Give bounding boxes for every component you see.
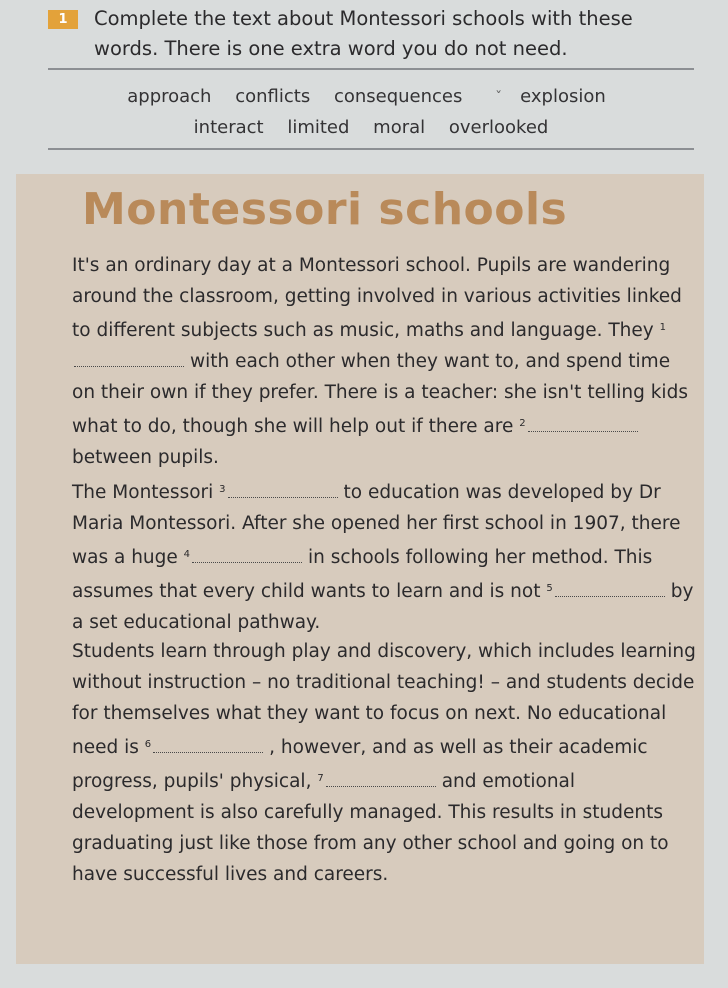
gap-number: 3 xyxy=(219,484,226,495)
article-panel xyxy=(16,174,704,964)
gap-1[interactable] xyxy=(74,365,184,367)
word-box xyxy=(48,82,694,143)
word-box-bottom-rule xyxy=(48,148,694,150)
gap-3[interactable] xyxy=(228,496,338,498)
gap-number: 6 xyxy=(144,739,152,750)
paragraph-1: It's an ordinary day at a Montessori school. Pupils are wandering around the classroom, getting involved in various activities linked to different subjects such as music, maths and language. They $^1$with each other when they want to, and spend time on their own if they prefer. There is a teacher: she isn't telling kids what to do, though she will help out if there are $^2$between pupils. xyxy=(72,255,688,468)
word-option: approach xyxy=(127,86,212,107)
tick-mark: ˇ xyxy=(495,90,503,106)
gap-6[interactable] xyxy=(153,751,263,753)
word-box-top-rule xyxy=(48,68,694,70)
paragraph-2: The Montessori $^3$ to education was developed by Dr Maria Montessori. After she opened her first school in 1907, there was a huge $^4$ in schools following her method. This assumes that every child wants to learn and is not $^5$ by a set educational pathway. xyxy=(72,482,694,633)
gap-number: 5 xyxy=(546,583,553,594)
article-title: Montessori schools xyxy=(82,184,568,235)
paragraph-3: Students learn through play and discovery, which includes learning without instruction – no traditional teaching! – and students decide for themselves what they want to focus on next. No educational need is $^6$ , however, and as well as their academic progress, pupils' physical, $^7$ and emotional development is also carefully managed. This results in students graduating just like those from any other school and going on to have successful lives and careers. xyxy=(72,641,696,885)
task-number-badge: 1 xyxy=(48,10,78,29)
word-option: conflicts xyxy=(235,86,311,107)
word-option: interact xyxy=(193,117,264,138)
gap-4[interactable] xyxy=(192,561,302,563)
word-option: moral xyxy=(373,117,426,138)
word-option: consequences xyxy=(333,86,463,107)
gap-7[interactable] xyxy=(326,785,436,787)
gap-2[interactable] xyxy=(528,430,638,432)
gap-number: 4 xyxy=(183,549,191,560)
word-option: ˇ explosion xyxy=(495,86,606,107)
word-option: overlooked xyxy=(448,117,549,138)
gap-number: 7 xyxy=(317,773,324,784)
task-instruction: Complete the text about Montessori schools with these words. There is one extra word you do not need. xyxy=(94,7,633,60)
gap-number: 1 xyxy=(659,322,666,333)
gap-5[interactable] xyxy=(555,595,665,597)
gap-number: 2 xyxy=(519,418,526,429)
word-option: limited xyxy=(287,117,350,138)
